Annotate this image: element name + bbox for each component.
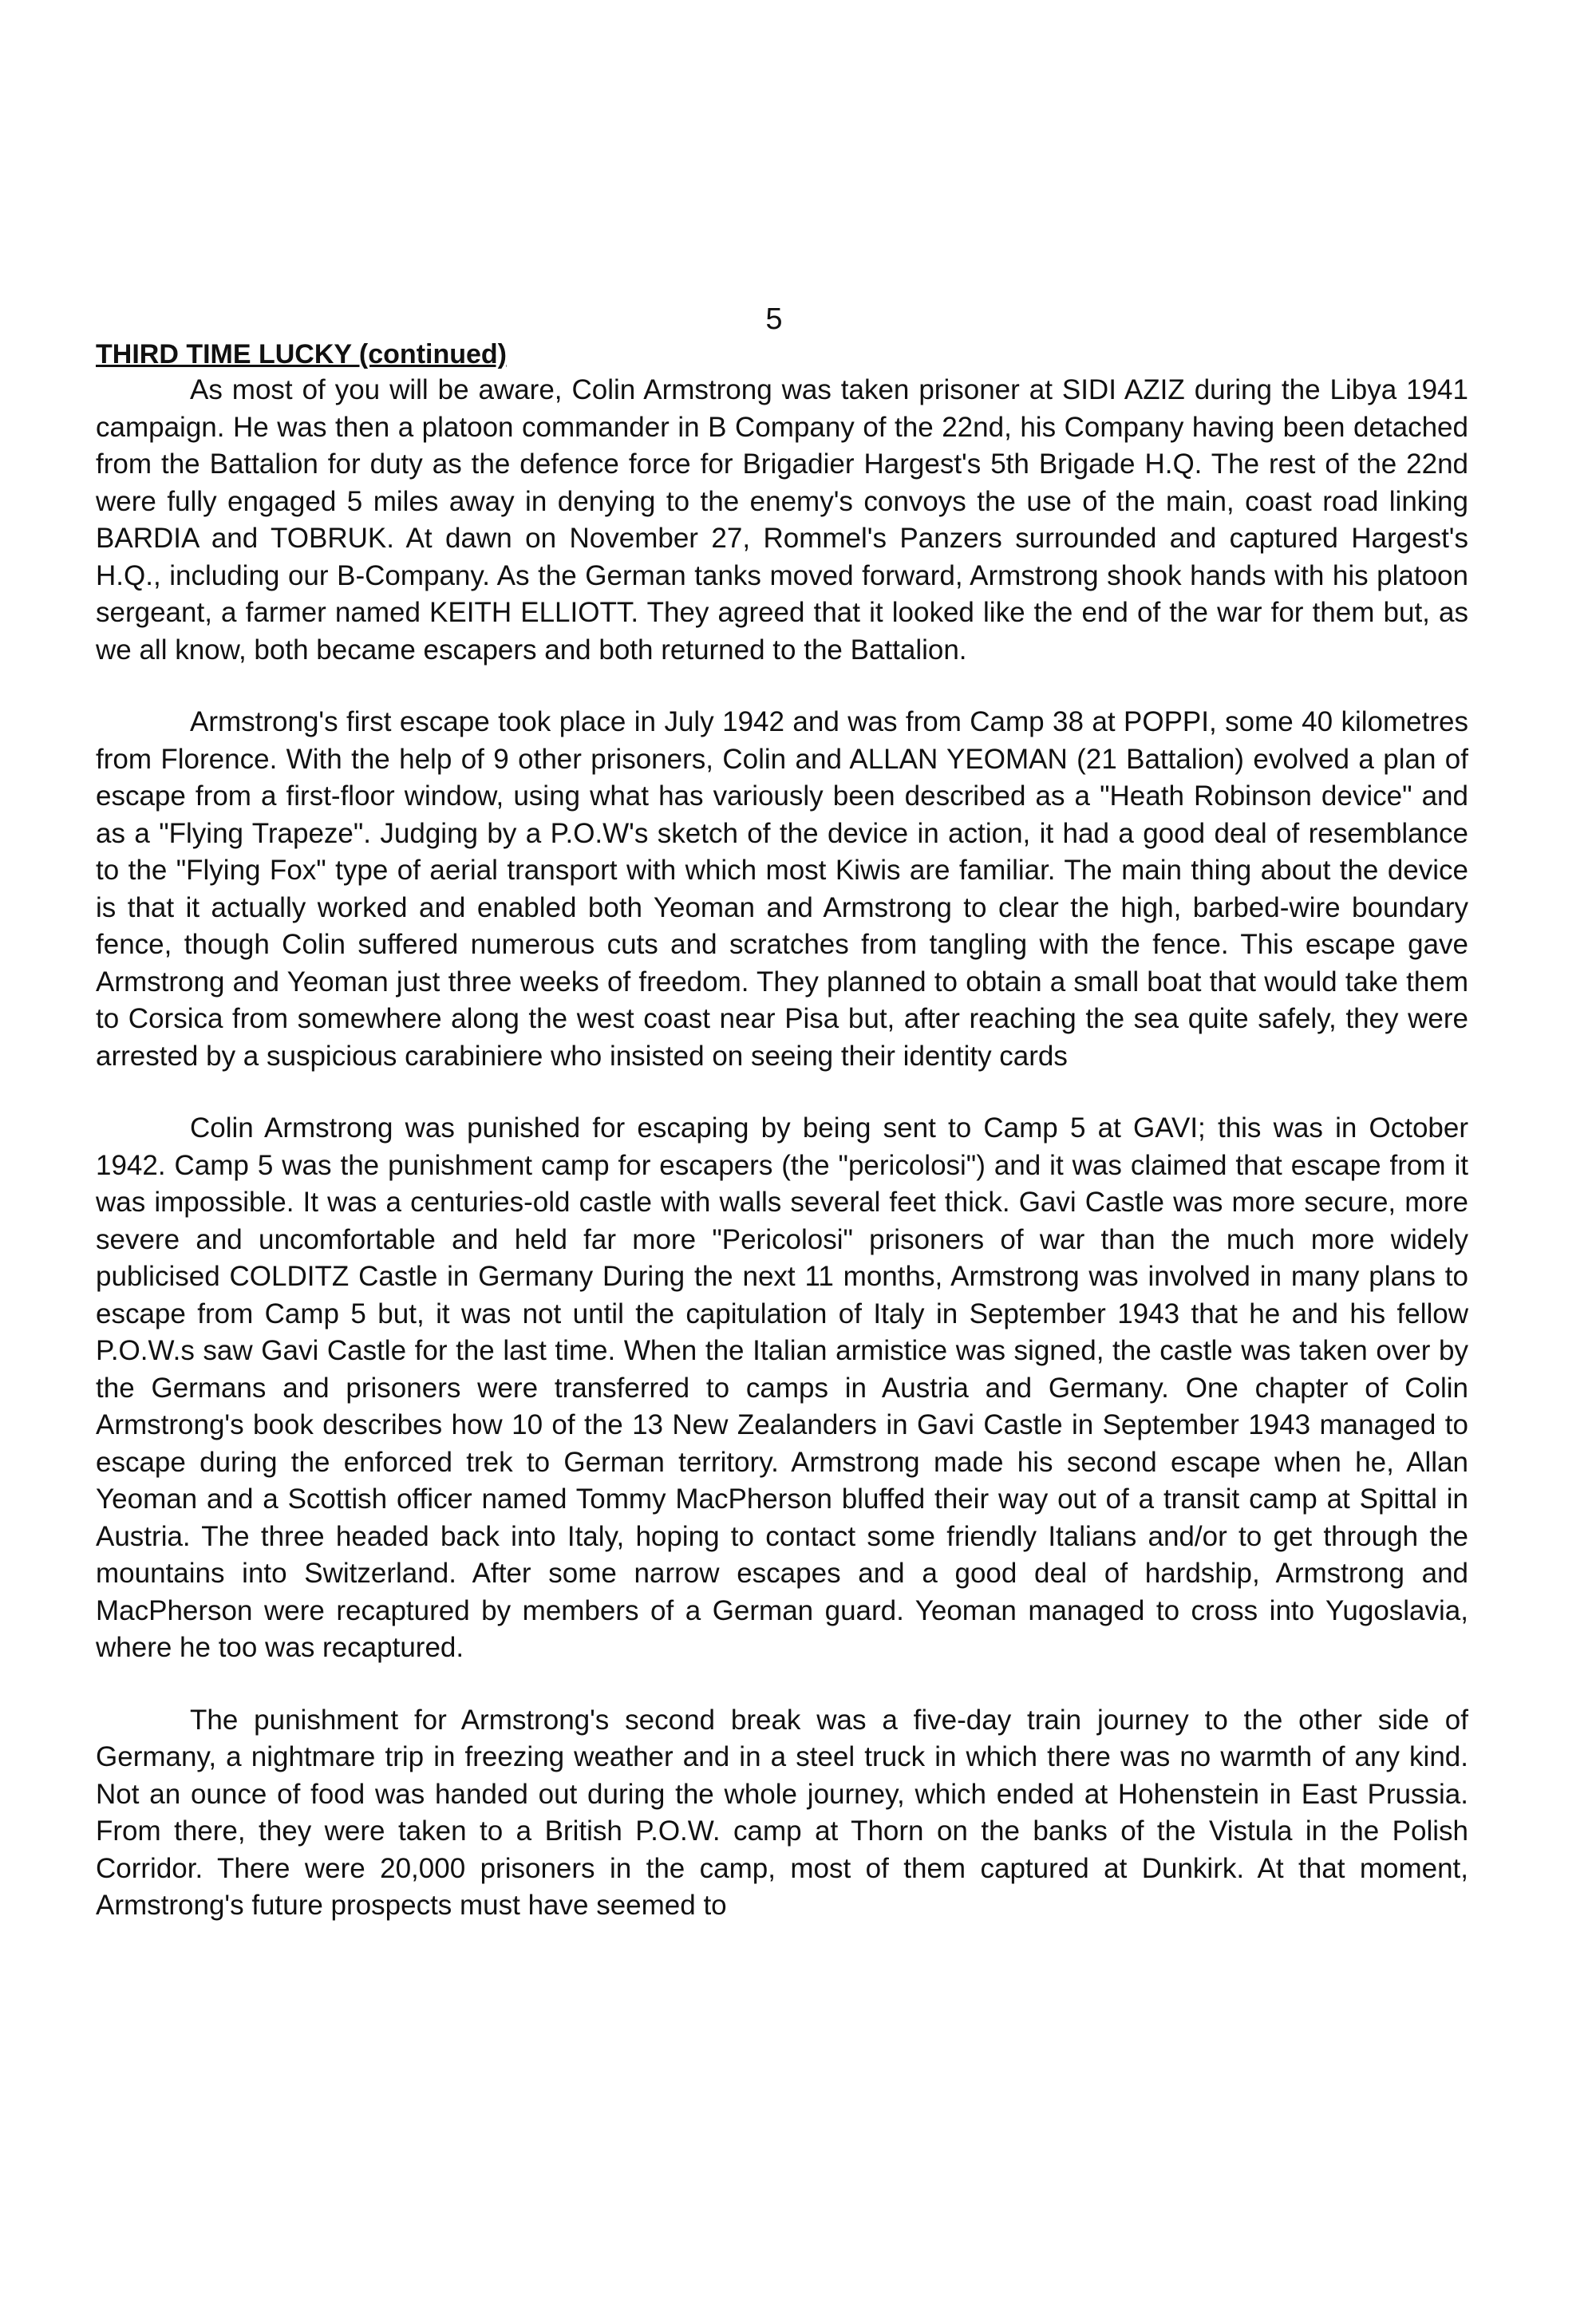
document-body [96, 337, 1468, 1960]
paragraph-3: Colin Armstrong was punished for escaping by being sent to Camp 5 at GAVI; this was in October 1942. Camp 5 was the punishment camp for escapers (the "pericolosi") and it was claimed that escape from it was impossible. It was a centuries-old castle with walls several feet thick. Gavi Castle was more secure, more severe and uncomfortable and held far more "Pericolosi" prisoners of war than the much more widely publicised COLDITZ Castle in Germany During the next 11 months, Armstrong was involved in many plans to escape from Camp 5 but, it was not until the capitulation of Italy in September 1943 that he and his fellow P.O.W.s saw Gavi Castle for the last time. When the Italian armistice was signed, the castle was taken over by the Germans and prisoners were transferred to camps in Austria and Germany. One chapter of Colin Armstrong's book describes how 10 of the 13 New Zealanders in Gavi Castle in September 1943 managed to escape during the enforced trek to German territory. Armstrong made his second escape when he, Allan Yeoman and a Scottish officer named Tommy MacPherson bluffed their way out of a transit camp at Spittal in Austria. The three headed back into Italy, hoping to contact some friendly Italians and/or to get through the mountains into Switzerland. After some narrow escapes and a good deal of hardship, Armstrong and MacPherson were recaptured by members of a German guard. Yeoman managed to cross into Yugoslavia, where he too was recaptured. [96, 1112, 1468, 1663]
page-number: 5 [765, 302, 783, 336]
section-title: THIRD TIME LUCKY (continued) [96, 339, 507, 369]
paragraph-2: Armstrong's first escape took place in July 1942 and was from Camp 38 at POPPI, some 40 kilometres from Florence. With the help of 9 other prisoners, Colin and ALLAN YEOMAN (21 Battalion) evolved a plan of escape from a first-floor window, using what has variously been described as a "Heath Robinson device" and as a "Flying Trapeze". Judging by a P.O.W's sketch of the device in action, it had a good deal of resemblance to the "Flying Fox" type of aerial transport with which most Kiwis are familiar. The main thing about the device is that it actually worked and enabled both Yeoman and Armstrong to clear the high, barbed-wire boundary fence, though Colin suffered numerous cuts and scratches from tangling with the fence. This escape gave Armstrong and Yeoman just three weeks of freedom. They planned to obtain a small boat that would take them to Corsica from somewhere along the west coast near Pisa but, after reaching the sea quite safely, they were arrested by a suspicious carabiniere who insisted on seeing their identity cards [96, 706, 1468, 1072]
paragraph-4: The punishment for Armstrong's second break was a five-day train journey to the other side of Germany, a nightmare trip in freezing weather and in a steel truck in which there was no warmth of any kind. Not an ounce of food was handed out during the whole journey, which ended at Hohenstein in East Prussia. From there, they were taken to a British P.O.W. camp at Thorn on the banks of the Vistula in the Polish Corridor. There were 20,000 prisoners in the camp, most of them captured at Dunkirk. At that moment, Armstrong's future prospects must have seemed to [96, 1704, 1468, 1921]
paragraph-1: As most of you will be aware, Colin Armstrong was taken prisoner at SIDI AZIZ during the Libya 1941 campaign. He was then a platoon commander in B Company of the 22nd, his Company having been detached from the Battalion for duty as the defence force for Brigadier Hargest's 5th Brigade H.Q. The rest of the 22nd were fully engaged 5 miles away in denying to the enemy's convoys the use of the main, coast road linking BARDIA and TOBRUK. At dawn on November 27, Rommel's Panzers surrounded and captured Hargest's H.Q., including our B-Company. As the German tanks moved forward, Armstrong shook hands with his platoon sergeant, a farmer named KEITH ELLIOTT. They agreed that it looked like the end of the war for them but, as we all know, both became escapers and both returned to the Battalion. [96, 374, 1468, 666]
